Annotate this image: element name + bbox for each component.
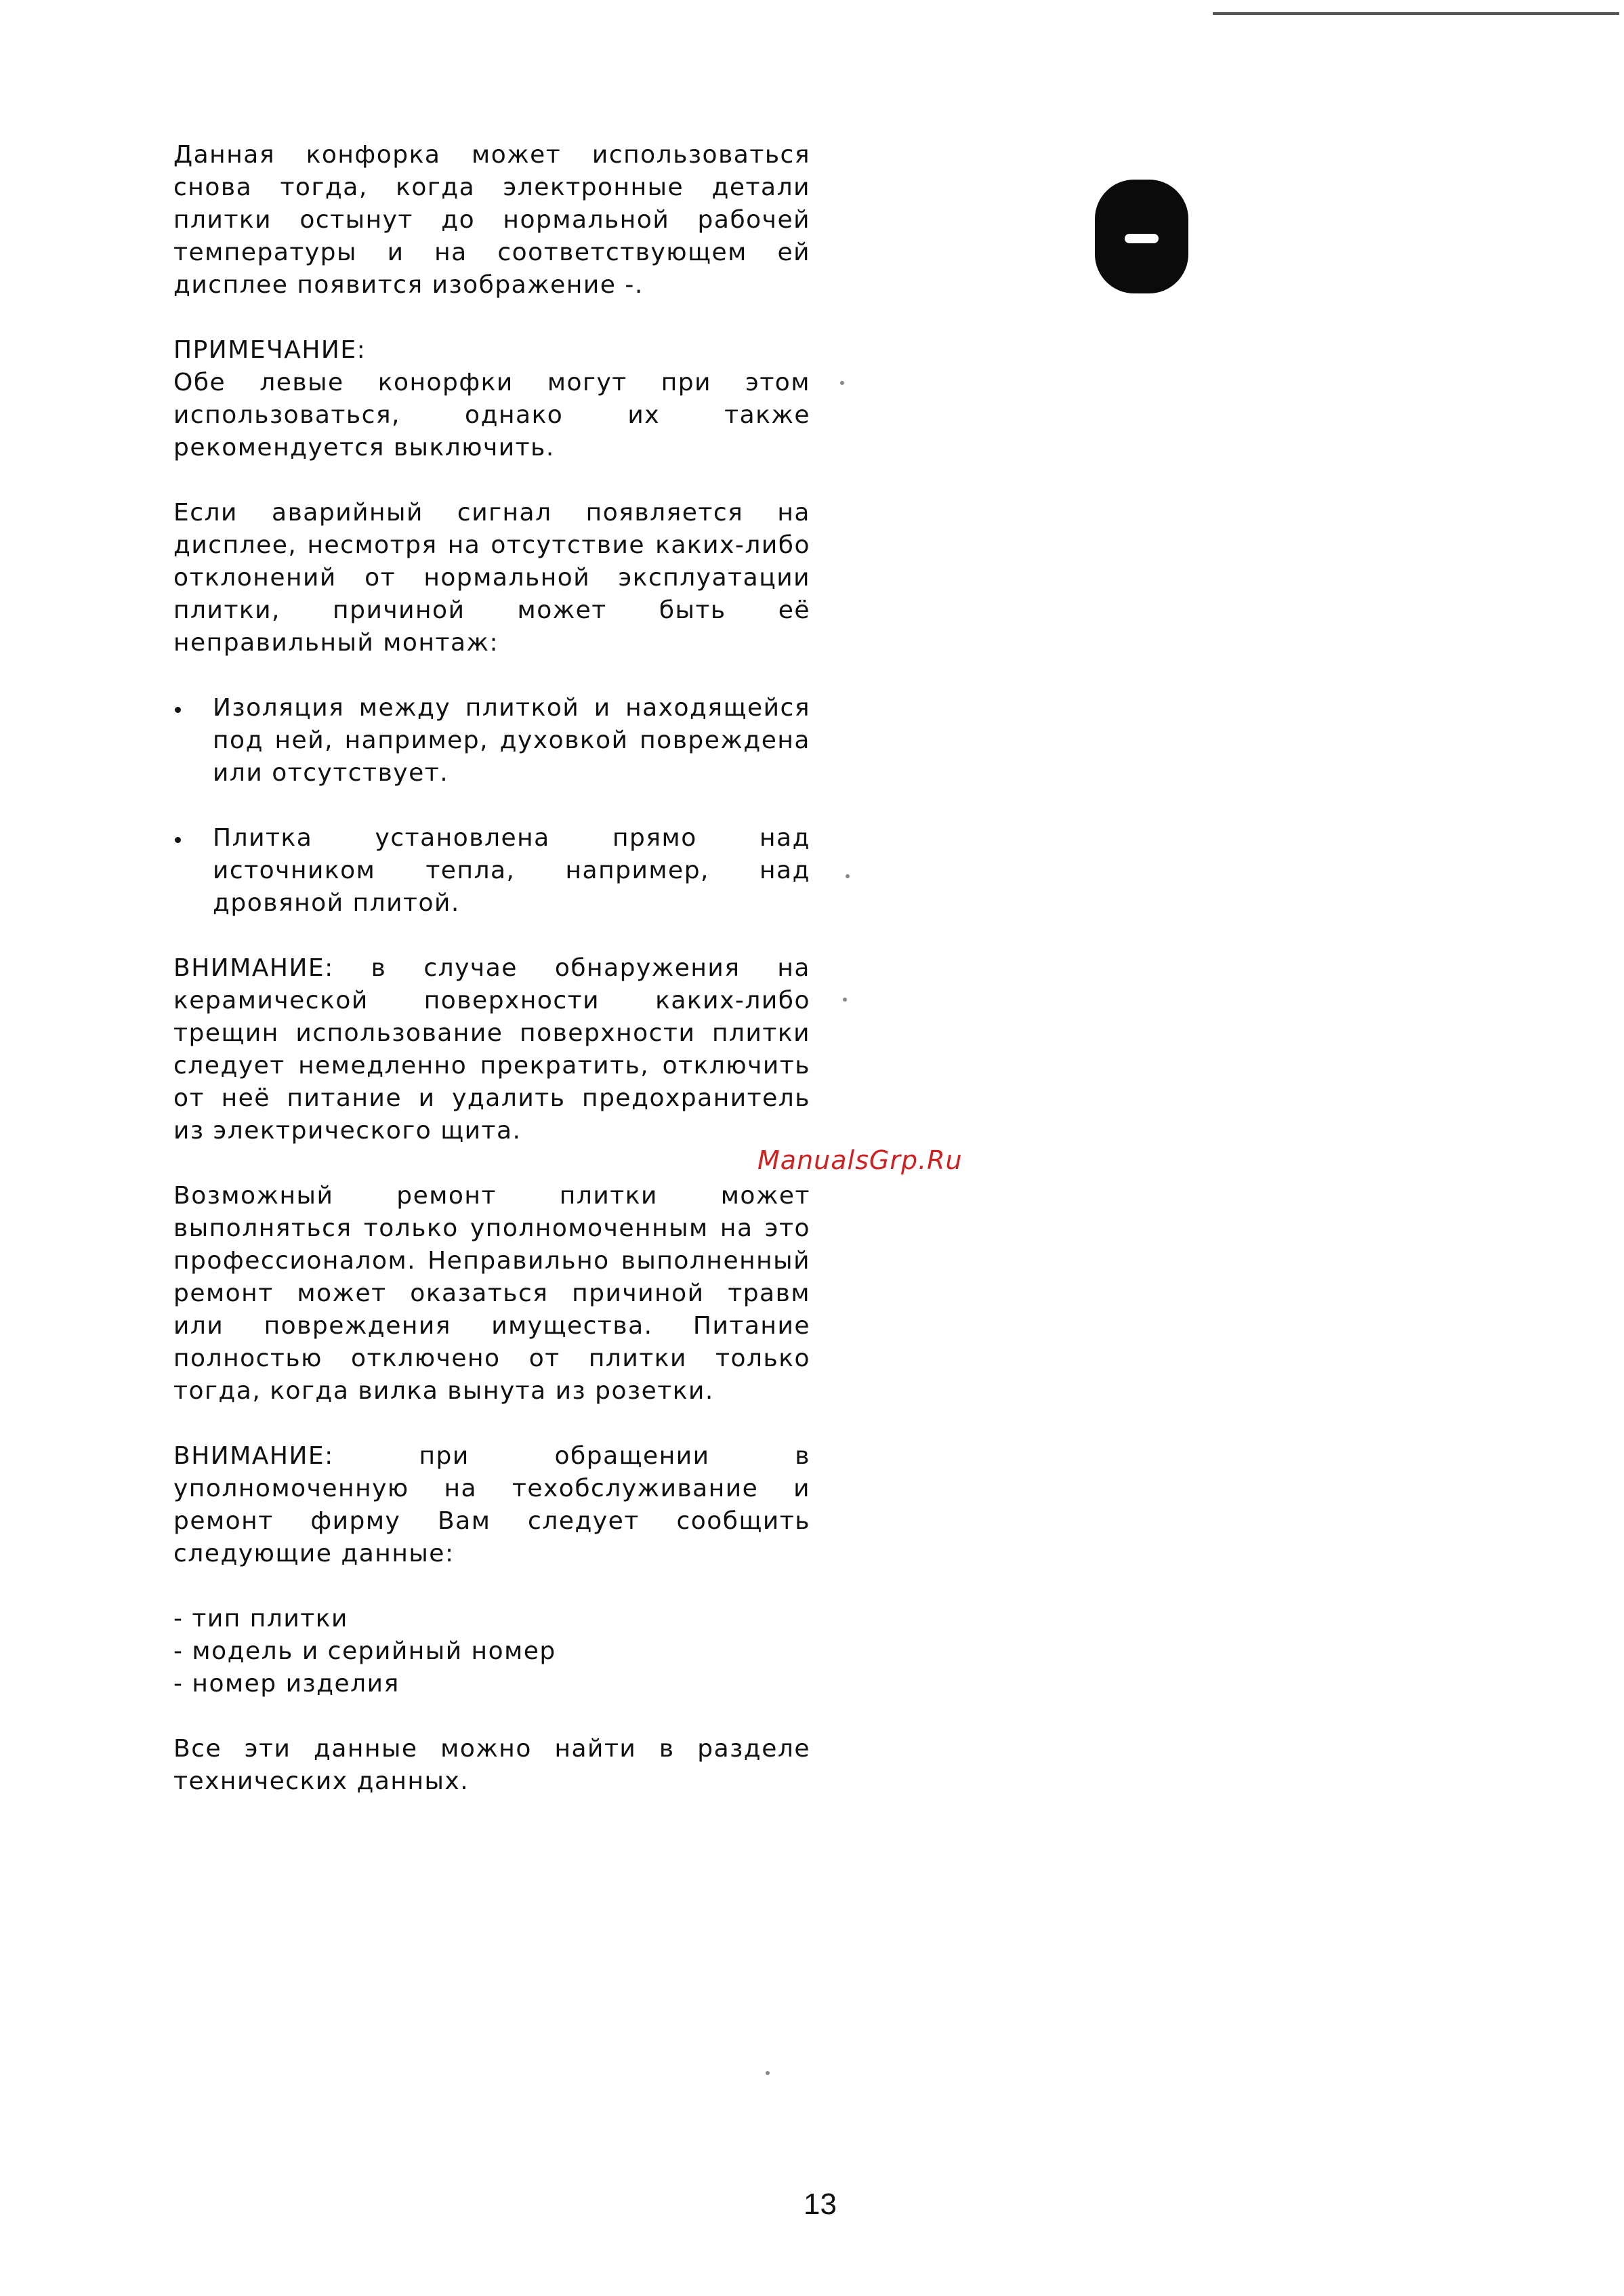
note-heading: ПРИМЕЧАНИЕ:: [173, 336, 367, 364]
minus-icon: [1125, 234, 1159, 243]
list-item: - номер изделия: [173, 1670, 400, 1698]
paragraph-alarm: Если аварийный сигнал появляется на дисплее, несмотря на отсутствие каких-либо отклонений от нормальной эксплуатации плитки, причиной может быть её неправильный монтаж:: [173, 499, 810, 657]
top-rule: [1213, 12, 1619, 15]
page-number: 13: [804, 2188, 837, 2221]
warning-service: ВНИМАНИЕ: при обращении в уполномоченную на техобслуживание и ремонт фирму Вам следует сообщить следующие данные:: [173, 1442, 810, 1567]
paragraph-cooldown: Данная конфорка может использоваться снова тогда, когда электронные детали плитки остынут до нормальной рабочей температуры и на соответствующем ей дисплее появится изображение -.: [173, 141, 810, 299]
watermark: ManualsGrp.Ru: [757, 1145, 963, 1175]
paragraph-technical-data: Все эти данные можно найти в разделе технических данных.: [173, 1735, 810, 1795]
main-text-column: [173, 139, 810, 1830]
paragraph-repair: Возможный ремонт плитки может выполняться только уполномоченным на это профессионалом. Неправильно выполненный ремонт может оказаться причиной травм или повреждения имущества. Питание полностью отключено от плитки только тогда, когда вилка вынута из розетки.: [173, 1182, 810, 1405]
list-item: - модель и серийный номер: [173, 1637, 556, 1665]
list-item: Изоляция между плиткой и находящейся под ней, например, духовкой повреждена или отсутствует.: [173, 692, 810, 790]
list-item: Плитка установлена прямо над источником тепла, например, над дровяной плитой.: [173, 822, 810, 920]
cause-list: [173, 692, 810, 920]
scan-speck: [846, 874, 850, 878]
list-item: - тип плитки: [173, 1605, 348, 1633]
scan-speck: [843, 998, 847, 1002]
scan-speck: [766, 2071, 770, 2075]
warning-cracks: ВНИМАНИЕ: в случае обнаружения на керамической поверхности каких-либо трещин использование поверхности плитки следует немедленно прекратить, отключить от неё питание и удалить предохранитель из электрического щита.: [173, 954, 810, 1145]
note-text: Обе левые конорфки могут при этом использоваться, однако их также рекомендуется выключить.: [173, 369, 810, 462]
service-data-list: [173, 1603, 810, 1700]
scan-speck: [840, 381, 844, 385]
minus-tab-icon: [1095, 180, 1188, 293]
